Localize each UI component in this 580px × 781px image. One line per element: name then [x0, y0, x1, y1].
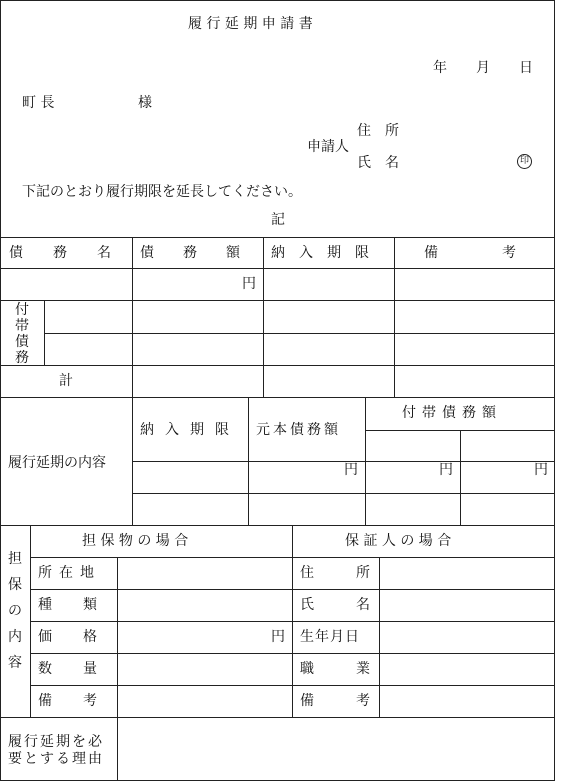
- ext-principal-header: 元本債務額: [256, 422, 341, 438]
- rule: [132, 397, 133, 525]
- yen-unit: 円: [534, 462, 548, 478]
- rule: [0, 397, 555, 398]
- collateral-remarks-label: 備考: [38, 693, 128, 709]
- collateral-header: 担 保 物 の 場 合: [82, 533, 189, 549]
- rule: [460, 430, 461, 525]
- rule: [263, 237, 264, 397]
- applicant-label: 申請人: [307, 139, 349, 155]
- rule: [292, 525, 293, 717]
- header-debt-name: 債務名: [9, 245, 141, 261]
- reason-label-line2: 要とする理由: [8, 751, 104, 767]
- total-label: 計: [59, 373, 73, 389]
- collateral-quantity-label: 数量: [38, 661, 128, 677]
- honorific: 様: [138, 95, 152, 111]
- rule: [365, 397, 366, 525]
- guarantor-header: 保 証 人 の 場 合: [345, 533, 452, 549]
- extension-label: 履行延期の内容: [8, 455, 106, 471]
- rule: [132, 493, 555, 494]
- guarantor-remarks-label: 備考: [300, 693, 412, 709]
- rule: [44, 300, 45, 365]
- security-side-label: 担 保 の 内 容: [8, 551, 22, 671]
- ext-incidental-header: 付帯債務額: [402, 405, 502, 421]
- collateral-price-label: 価格: [38, 629, 128, 645]
- collateral-location-label: 所在地: [38, 565, 101, 581]
- rule: [0, 300, 555, 301]
- ki-label: 記: [271, 212, 285, 228]
- guarantor-occupation-label: 職業: [300, 661, 412, 677]
- yen-unit: 円: [344, 462, 358, 478]
- incidental-debt-label: 付 帯 債 務: [15, 302, 29, 366]
- header-debt-amount: 債務額: [140, 245, 269, 261]
- guarantor-name-label: 氏名: [300, 597, 412, 613]
- form-title: 履 行 延 期 申 請 書: [188, 16, 313, 32]
- rule: [0, 268, 555, 269]
- yen-unit: 円: [242, 276, 256, 292]
- rule: [0, 237, 555, 238]
- rule: [0, 717, 555, 718]
- yen-unit: 円: [439, 462, 453, 478]
- rule: [132, 237, 133, 397]
- name-label: 氏 名: [357, 155, 399, 171]
- rule: [248, 397, 249, 525]
- seal-icon: 印: [517, 154, 532, 169]
- addressee: 町 長: [22, 95, 55, 111]
- date-year: 年: [433, 60, 447, 76]
- reason-label-line1: 履行延期を必: [8, 734, 104, 750]
- guarantor-birthdate-label: 生年月日: [300, 629, 360, 645]
- rule: [394, 237, 395, 397]
- header-due-date: 納入期限: [271, 245, 383, 261]
- header-remarks: 備考: [424, 245, 580, 261]
- rule: [0, 365, 555, 366]
- guarantor-address-label: 住所: [300, 565, 412, 581]
- date-day: 日: [519, 60, 533, 76]
- rule: [30, 525, 31, 717]
- rule: [117, 717, 118, 781]
- rule: [0, 525, 555, 526]
- request-statement: 下記のとおり履行期限を延長してください。: [22, 184, 302, 200]
- date-month: 月: [476, 60, 490, 76]
- collateral-type-label: 種類: [38, 597, 128, 613]
- yen-unit: 円: [271, 629, 285, 645]
- ext-due-date-header: 納入期限: [140, 422, 240, 438]
- rule: [44, 333, 555, 334]
- address-label: 住 所: [357, 123, 399, 139]
